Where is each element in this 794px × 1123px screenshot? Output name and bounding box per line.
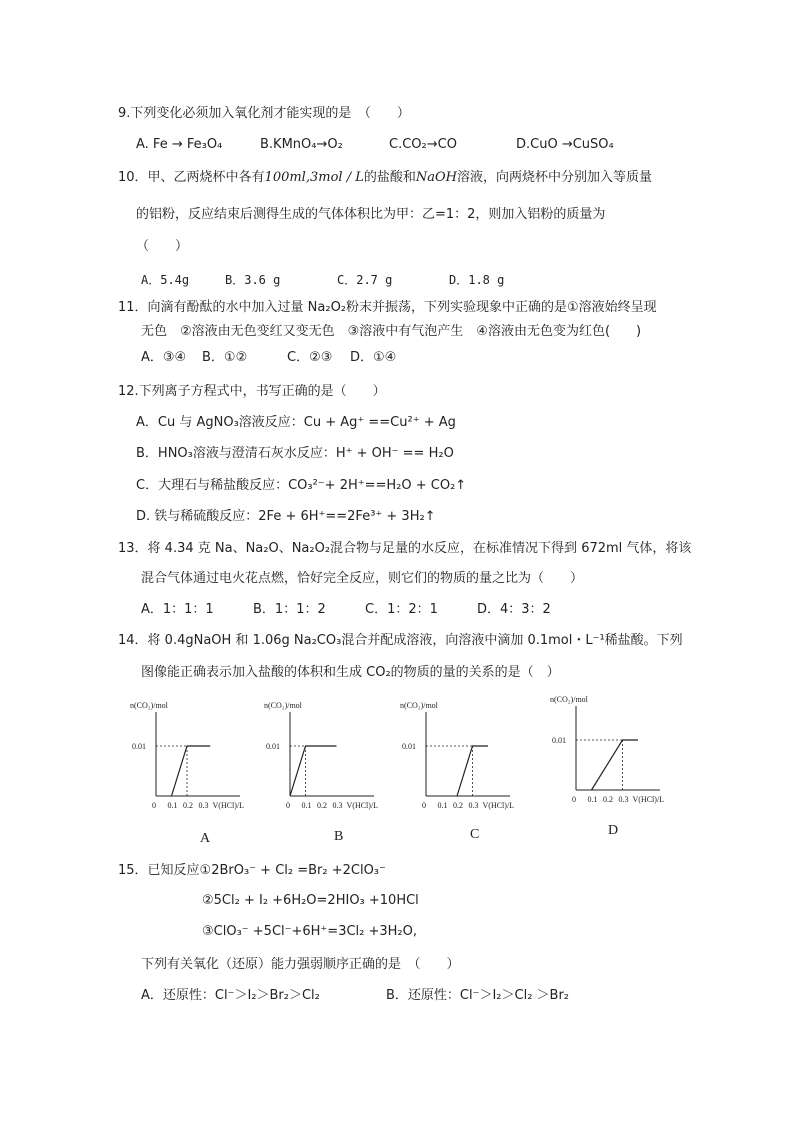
graph-c-x-tick: 0 [422,801,426,810]
q11-option-d: D．①④ [350,350,397,365]
graph-d-y-label: n(CO₂)/mol [550,695,588,704]
graph-b-x-tick: 0.3 [332,801,343,810]
graph-a-y-label: n(CO₂)/mol [130,701,168,710]
q11-option-c: C．②③ [287,350,333,365]
graph-a [128,698,258,820]
q11-option-b: B．①② [202,350,248,365]
q10-option-b: B．3.6 g [225,273,281,287]
graph-c-y-label: n(CO₂)/mol [400,701,438,710]
q10-option-c: C．2.7 g [337,273,393,287]
q9-option-c: C.CO₂→CO [389,137,457,152]
q9-option-a: A. Fe → Fe₃O₄ [136,137,223,152]
graph-b-y-label: n(CO₂)/mol [264,701,302,710]
q12-stem: 12.下列离子方程式中，书写正确的是（ ） [118,384,386,399]
graph-d-x-tick: 0 [572,795,576,804]
q11-line1: 11．向滴有酚酞的水中加入过量 Na₂O₂粉末并振荡，下列实验现象中正确的是①溶液始终呈现 [118,300,657,315]
q12-option-a: A．Cu 与 AgNO₃溶液反应：Cu + Ag⁺ ==Cu²⁺ + Ag [136,415,456,430]
q13-line2: 混合气体通过电火花点燃，恰好完全反应，则它们的物质的量之比为（ ） [141,571,584,586]
q12-option-c: C．大理石与稀盐酸反应：CO₃²⁻+ 2H⁺==H₂O + CO₂↑ [136,478,467,493]
q15-option-a: A．还原性：Cl⁻＞I₂＞Br₂＞Cl₂ [141,988,320,1003]
q10-text-pre: 10．甲、乙两烧杯中各有 [118,170,265,185]
q11-line2: 无色 ②溶液由无色变红又变无色 ③溶液中有气泡产生 ④溶液由无色变为红色( ) [141,324,642,339]
graph-d-series-line [592,740,639,790]
graph-a-y-tick: 0.01 [132,742,146,751]
graph-c-label: C [470,827,480,842]
graph-d-y-tick: 0.01 [552,736,566,745]
q9-option-d: D.CuO →CuSO₄ [516,137,614,152]
q10-line2: 的铝粉，反应结束后测得生成的气体体积比为甲：乙=1：2，则加入铝粉的质量为 [136,207,606,222]
q15-option-b: B．还原性：Cl⁻＞I₂＞Cl₂ ＞Br₂ [386,988,570,1003]
q15-reaction-1: 15．已知反应①2BrO₃⁻ + Cl₂ =Br₂ +2ClO₃⁻ [118,863,386,878]
q10-option-d: D．1.8 g [449,273,505,287]
graph-a-x-label: V(HCl)/L [212,801,245,810]
graph-b-series-line [290,746,337,796]
graph-a-series-line [172,746,211,796]
graph-d-x-tick: 0.3 [618,795,629,804]
q10-option-a: A．5.4g [141,273,190,287]
q11-option-a: A．③④ [141,350,187,365]
graph-a-x-tick: 0.2 [183,801,193,810]
q10-naoh: NaOH [415,170,457,185]
q15-reaction-3: ③ClO₃⁻ +5Cl⁻+6H⁺=3Cl₂ +3H₂O, [202,924,418,939]
q13-option-d: D．4：3：2 [477,602,551,617]
graph-b-y-tick: 0.01 [266,742,280,751]
graph-d-x-label: V(HCl)/L [632,795,665,804]
q10-text-mid: 的盐酸和 [363,170,416,185]
q14-line1: 14．将 0.4gNaOH 和 1.06g Na₂CO₃混合并配成溶液，向溶液中滴加 0.1mol・L⁻¹稀盐酸。下列 [118,633,683,648]
q10-line1 [118,170,652,186]
q14-line2: 图像能正确表示加入盐酸的体积和生成 CO₂的物质的量的关系的是（ ） [141,665,560,680]
graph-a-x-tick: 0.1 [167,801,178,810]
q9-option-b: B.KMnO₄→O₂ [260,137,343,152]
graph-c-x-label: V(HCl)/L [482,801,515,810]
q15-stem: 下列有关氧化（还原）能力强弱顺序正确的是 （ ） [141,957,460,972]
q13-option-a: A．1：1：1 [141,602,214,617]
graph-d-x-tick: 0.1 [587,795,598,804]
graph-c-y-tick: 0.01 [402,742,416,751]
q12-option-d: D. 铁与稀硫酸反应：2Fe + 6H⁺==2Fe³⁺ + 3H₂↑ [136,509,436,524]
graph-b-x-tick: 0.2 [317,801,327,810]
q10-formula: 100ml,3mol / L [264,170,364,185]
graph-c [398,698,528,820]
graph-a-label: A [200,831,211,846]
q12-option-b: B．HNO₃溶液与澄清石灰水反应：H⁺ + OH⁻ == H₂O [136,446,454,461]
graph-c-x-tick: 0.1 [437,801,448,810]
q10-text-post: 溶液，向两烧杯中分别加入等质量 [456,170,652,185]
graph-d-label: D [608,823,619,838]
graph-b-x-tick: 0 [286,801,290,810]
graph-d-x-tick: 0.2 [603,795,613,804]
graph-b [262,698,392,820]
graph-c-x-tick: 0.3 [468,801,479,810]
q10-line3: （ ） [136,239,189,254]
q9-stem: 9.下列变化必须加入氧化剂才能实现的是 （ ） [118,106,410,121]
graph-b-label: B [334,829,344,844]
graph-a-x-tick: 0.3 [198,801,209,810]
q13-option-c: C．1：2：1 [365,602,438,617]
graph-c-x-tick: 0.2 [453,801,463,810]
graph-a-x-tick: 0 [152,801,156,810]
graph-d [548,692,688,814]
q15-reaction-2: ②5Cl₂ + I₂ +6H₂O=2HIO₃ +10HCl [202,893,419,908]
q13-option-b: B．1：1：2 [253,602,326,617]
graph-b-x-label: V(HCl)/L [346,801,379,810]
q13-line1: 13．将 4.34 克 Na、Na₂O、Na₂O₂混合物与足量的水反应，在标准情况下得到 672ml 气体，将该 [118,541,692,556]
graph-b-x-tick: 0.1 [301,801,312,810]
